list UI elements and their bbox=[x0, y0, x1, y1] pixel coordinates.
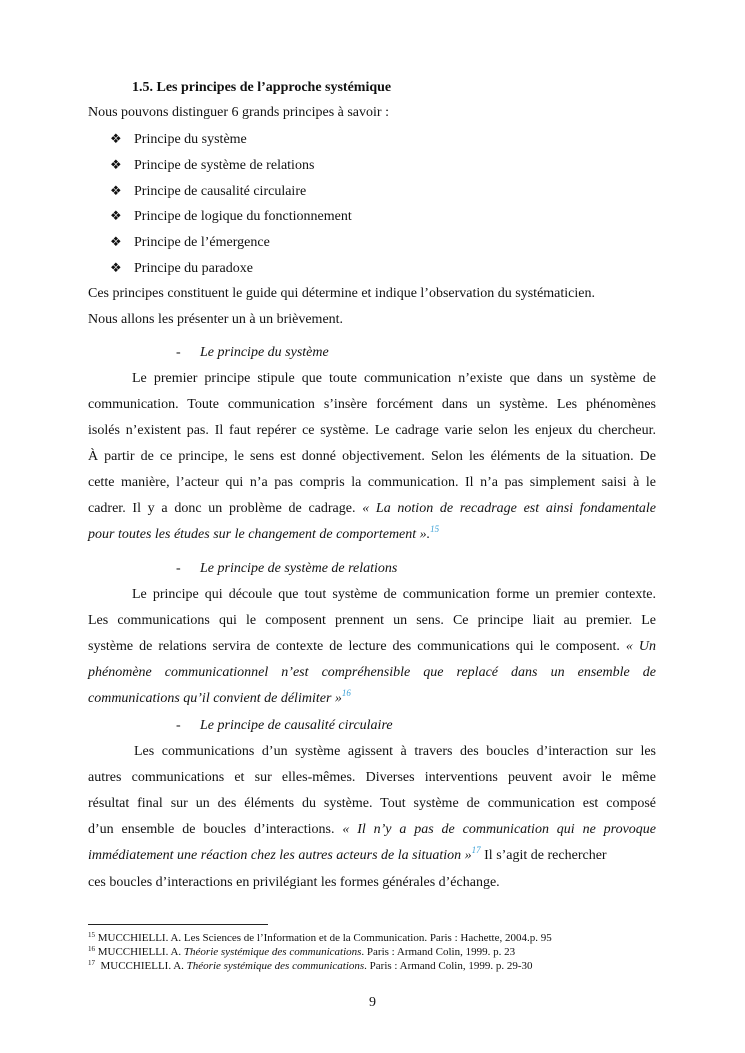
footnote: $^{16}$ MUCCHIELLI. A. Théorie systémique des communications. Paris : Armand Colin, 1999. p. 23 bbox=[88, 945, 516, 958]
footnote-ref[interactable]: 15 bbox=[430, 524, 440, 534]
diamond-bullet-icon: ❖ bbox=[110, 131, 122, 146]
paragraph-line: communication. Toute communication s’insère forcément dans un système. Les phénomènes bbox=[88, 397, 656, 412]
subsection-title: - Le principe de système de relations bbox=[176, 561, 398, 576]
principle-item: ❖ Principe de l’émergence bbox=[110, 234, 270, 250]
footnote-ref[interactable]: 17 bbox=[471, 845, 481, 855]
paragraph-line: immédiatement une réaction chez les autres acteurs de la situation »$^{17}$ Il s’agit de rechercher bbox=[88, 845, 607, 863]
paragraph-line: cadrer. Il y a donc un problème de cadrage. « La notion de recadrage est ainsi fondamentale bbox=[88, 501, 656, 516]
principle-item: ❖ Principe de système de relations bbox=[110, 157, 315, 173]
paragraph-line: autres communications et sur elles-mêmes. Diverses interventions peuvent avoir le même bbox=[88, 770, 656, 785]
intro-line: Nous pouvons distinguer 6 grands principes à savoir : bbox=[88, 105, 389, 120]
paragraph-line: d’un ensemble de boucles d’interactions. « Il n’y a pas de communication qui ne provoque bbox=[88, 822, 656, 837]
paragraph-line: phénomène communicationnel n’est compréhensible que replacé dans un ensemble de bbox=[88, 665, 656, 680]
footnote: $^{15}$ MUCCHIELLI. A. Les Sciences de l’Information et de la Communication. Paris : Hachette, 2004.p. 95 bbox=[88, 931, 552, 944]
paragraph-line: cette manière, l’acteur qui n’a pas compris la communication. Il n’a pas simplement saisi à le bbox=[88, 475, 656, 490]
paragraph-line: pour toutes les études sur le changement de comportement ».$^{15}$ bbox=[88, 524, 440, 542]
section-heading: 1.5. Les principes de l’approche systémique bbox=[132, 80, 392, 95]
paragraph-line: Le premier principe stipule que toute communication n’existe que dans un système de bbox=[132, 371, 656, 386]
principle-item: ❖ Principe du système bbox=[110, 131, 247, 147]
principle-item: ❖ Principe du paradoxe bbox=[110, 260, 253, 276]
page-number: 9 bbox=[369, 995, 376, 1010]
paragraph-line: résultat final sur un des éléments du système. Tout système de communication est composé bbox=[88, 796, 656, 811]
footnote: $^{17}$ MUCCHIELLI. A. Théorie systémique des communications. Paris : Armand Colin, 1999. p. 29-30 bbox=[88, 959, 533, 972]
paragraph-line: Les communications qui le composent prennent un sens. Ce principe liait au premier. Le bbox=[88, 613, 656, 628]
paragraph-line: système de relations servira de contexte de lecture des communications qui le composent. « Un bbox=[88, 639, 656, 654]
paragraph-line: À partir de ce principe, le sens est donné objectivement. Selon les éléments de la situation. De bbox=[88, 449, 656, 464]
diamond-bullet-icon: ❖ bbox=[110, 157, 122, 172]
diamond-bullet-icon: ❖ bbox=[110, 234, 122, 249]
paragraph-line: isolés n’existent pas. Il faut repérer ce système. Le cadrage varie selon les enjeux du chercheur. bbox=[88, 423, 656, 438]
diamond-bullet-icon: ❖ bbox=[110, 208, 122, 223]
principle-item: ❖ Principe de logique du fonctionnement bbox=[110, 208, 352, 224]
footnote-divider bbox=[88, 924, 268, 925]
paragraph-line: ces boucles d’interactions en privilégiant les formes générales d’échange. bbox=[88, 875, 500, 890]
paragraph-line: communications qu’il convient de délimiter »$^{16}$ bbox=[88, 688, 351, 706]
guide-line: Nous allons les présenter un à un brièvement. bbox=[88, 312, 344, 327]
subsection-title: - Le principe de causalité circulaire bbox=[176, 718, 393, 733]
diamond-bullet-icon: ❖ bbox=[110, 260, 122, 275]
paragraph-line: Le principe qui découle que tout système de communication forme un premier contexte. bbox=[132, 587, 656, 602]
paragraph-line: Les communications d’un système agissent à travers des boucles d’interaction sur les bbox=[134, 744, 656, 759]
diamond-bullet-icon: ❖ bbox=[110, 183, 122, 198]
guide-line: Ces principes constituent le guide qui détermine et indique l’observation du systématicien. bbox=[88, 286, 595, 301]
footnote-ref[interactable]: 16 bbox=[341, 688, 351, 698]
subsection-title: - Le principe du système bbox=[176, 345, 329, 360]
principle-item: ❖ Principe de causalité circulaire bbox=[110, 183, 307, 199]
